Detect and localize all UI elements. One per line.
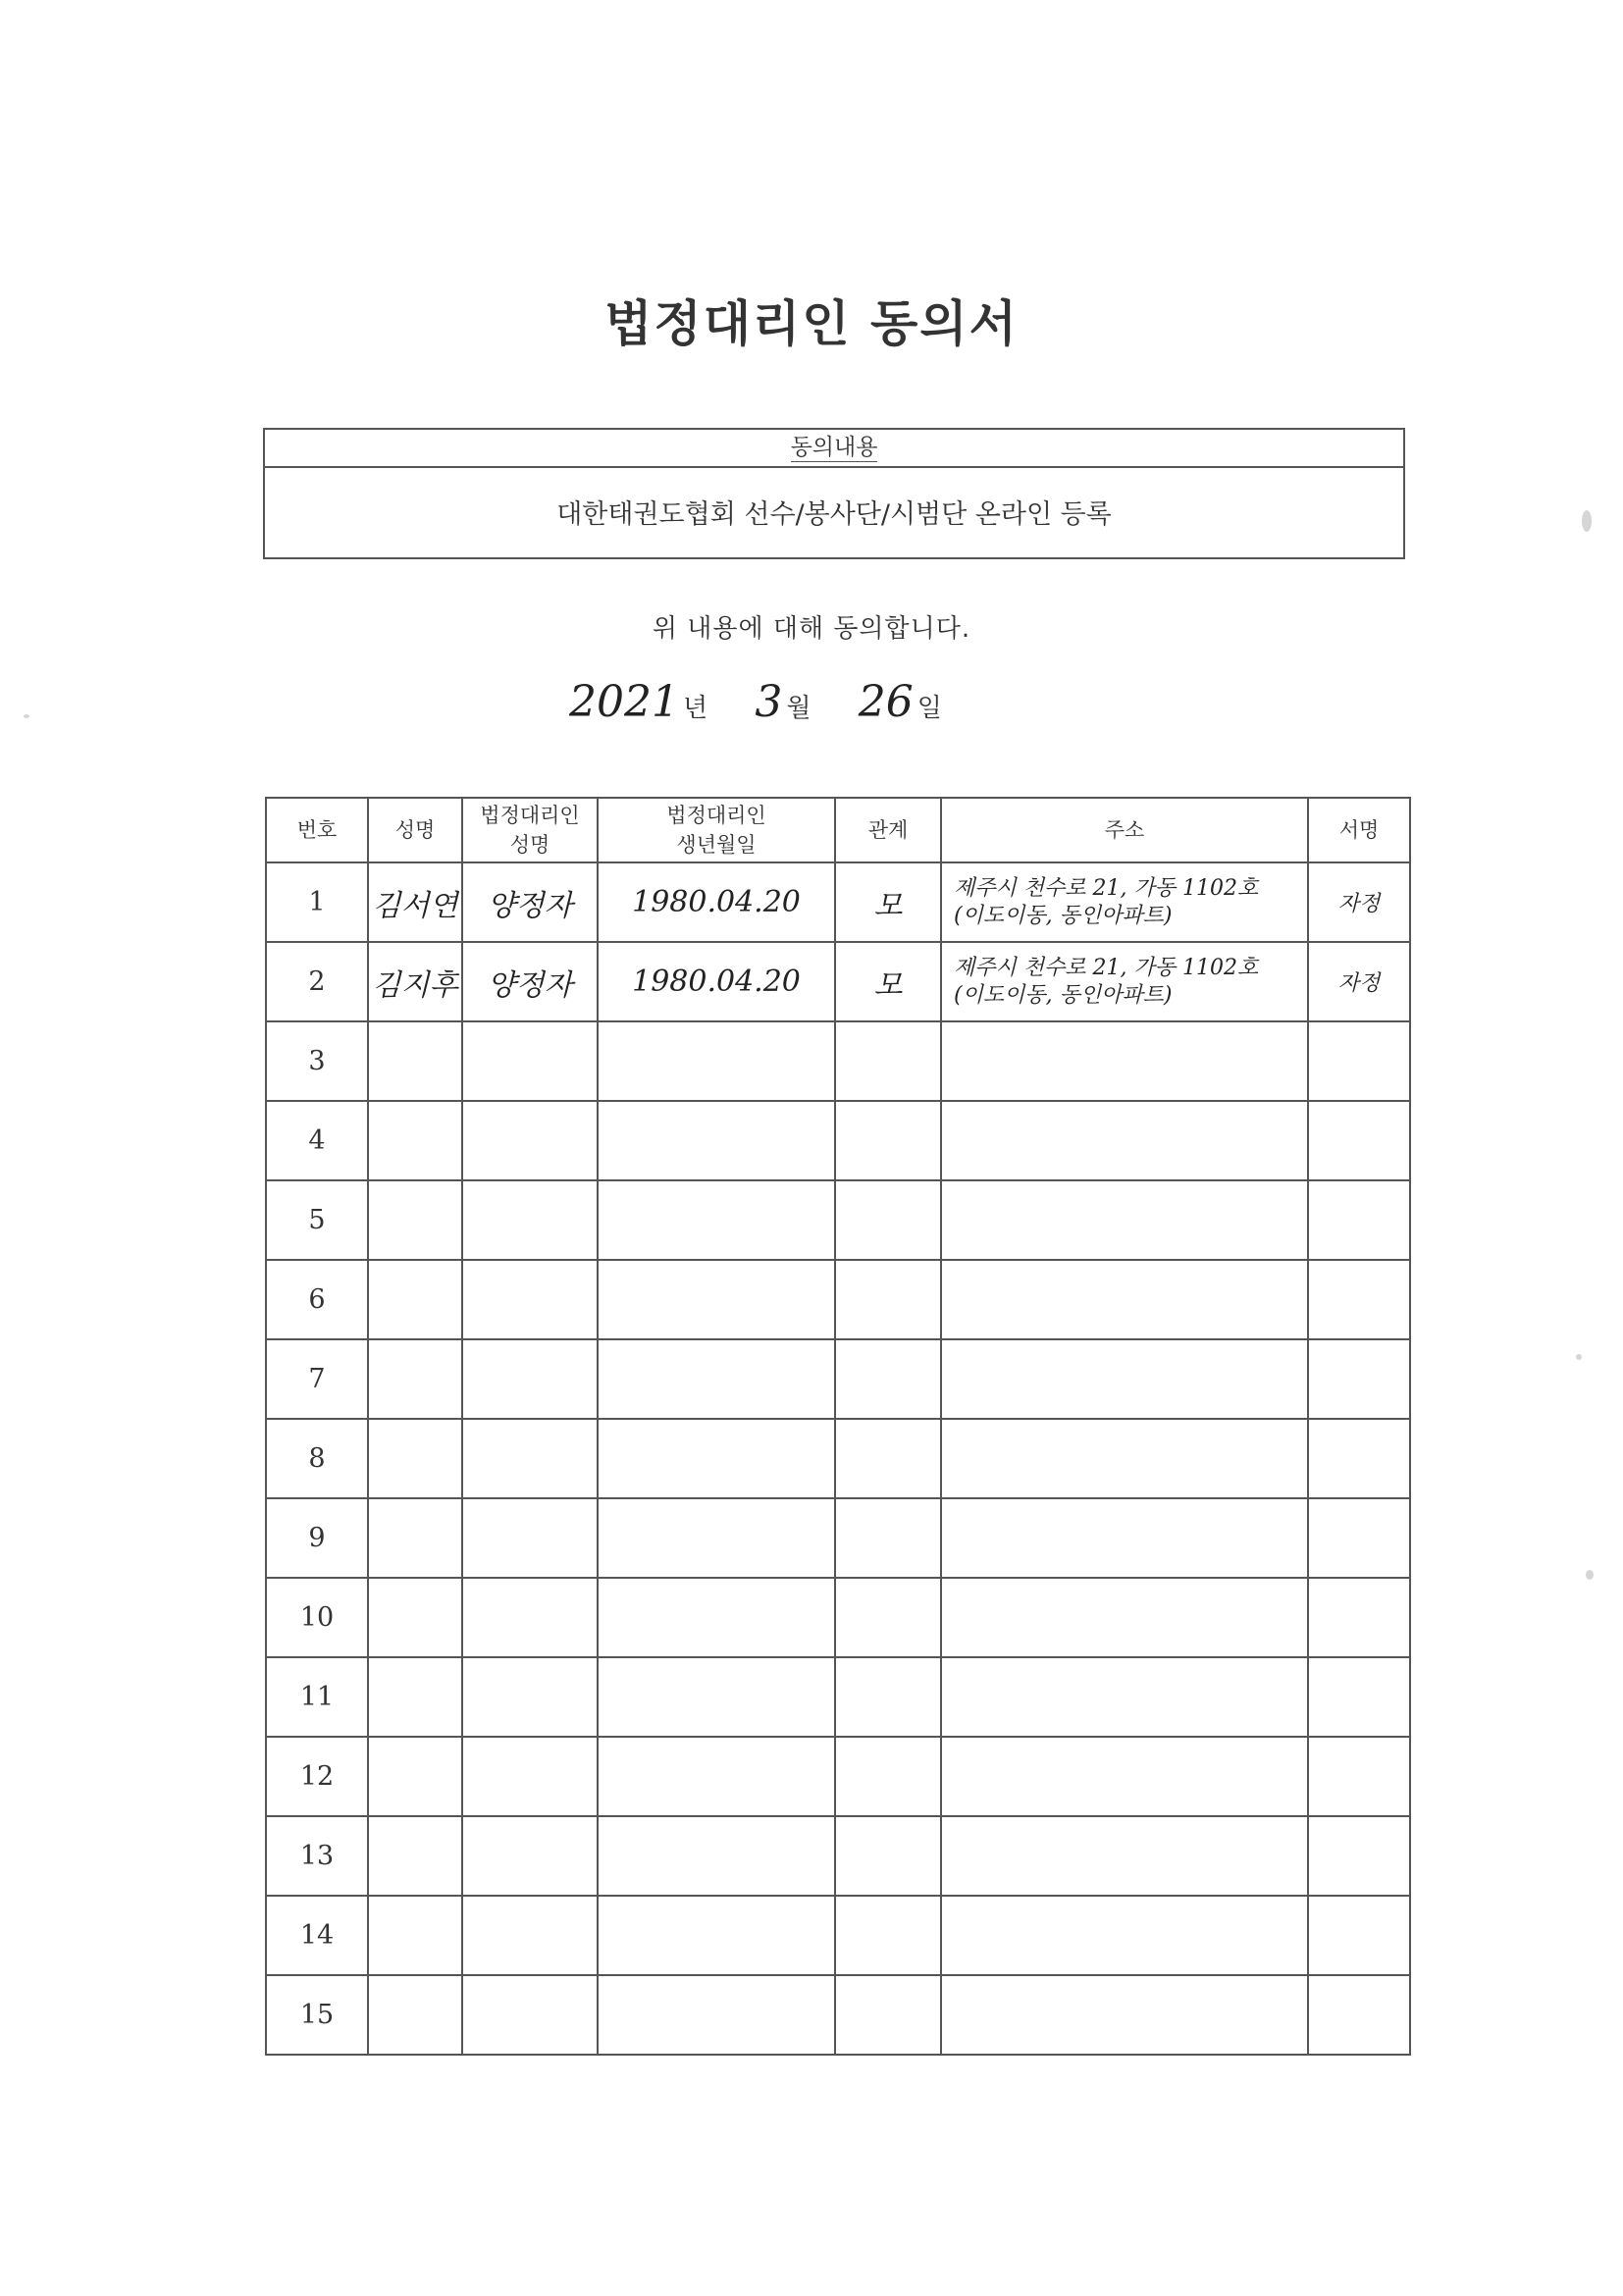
registration-table xyxy=(265,797,1411,2056)
cell-address xyxy=(941,1896,1308,1975)
cell-guardian-birth xyxy=(598,1498,835,1578)
cell-relation xyxy=(835,1260,941,1339)
signature: 자정 xyxy=(1337,971,1381,996)
cell-name xyxy=(368,1578,462,1657)
cell-signature xyxy=(1308,942,1410,1021)
cell-name xyxy=(368,1339,462,1419)
cell-guardian-birth xyxy=(598,942,835,1021)
cell-guardian-name xyxy=(462,1737,598,1816)
cell-relation xyxy=(835,1657,941,1737)
guardian-name: 양정자 xyxy=(487,967,573,1003)
date-year-label: 년 xyxy=(682,694,708,723)
cell-guardian-name xyxy=(462,1339,598,1419)
table-row xyxy=(266,1339,1410,1419)
cell-guardian-name xyxy=(462,1498,598,1578)
cell-name xyxy=(368,1101,462,1180)
cell-address xyxy=(941,862,1308,942)
date-day: 26 xyxy=(858,677,914,727)
table-row xyxy=(266,862,1410,942)
cell-relation xyxy=(835,942,941,1021)
address-line-2: (이도이동, 동인아파트) xyxy=(954,982,1173,1008)
address-line-2: (이도이동, 동인아파트) xyxy=(954,903,1173,928)
cell-signature xyxy=(1308,1737,1410,1816)
cell-guardian-name xyxy=(462,1180,598,1260)
table-row xyxy=(266,1975,1410,2055)
table-header-row xyxy=(266,798,1410,862)
cell-relation xyxy=(835,1180,941,1260)
cell-guardian-birth xyxy=(598,1419,835,1498)
cell-relation xyxy=(835,1737,941,1816)
cell-guardian-birth xyxy=(598,1180,835,1260)
cell-guardian-name xyxy=(462,1657,598,1737)
row-number: 10 xyxy=(266,1578,368,1657)
header-guardian-birth xyxy=(598,798,835,862)
cell-relation xyxy=(835,1578,941,1657)
header-signature: 서명 xyxy=(1308,798,1410,862)
header-guardian-birth-line1: 법정대리인 xyxy=(666,804,766,827)
cell-name xyxy=(368,1896,462,1975)
cell-guardian-birth xyxy=(598,1896,835,1975)
header-address: 주소 xyxy=(941,798,1308,862)
cell-relation xyxy=(835,1339,941,1419)
address-line-1: 제주시 천수로 21, 가동 1102호 xyxy=(954,955,1259,980)
cell-address xyxy=(941,1657,1308,1737)
cell-signature xyxy=(1308,1339,1410,1419)
date-month-label: 월 xyxy=(786,694,812,723)
table-row xyxy=(266,1578,1410,1657)
cell-name xyxy=(368,1260,462,1339)
cell-address xyxy=(941,1101,1308,1180)
cell-signature xyxy=(1308,862,1410,942)
date-line xyxy=(569,677,1079,736)
cell-guardian-birth xyxy=(598,1339,835,1419)
table-row xyxy=(266,1498,1410,1578)
cell-name xyxy=(368,942,462,1021)
cell-address xyxy=(941,1975,1308,2055)
cell-relation xyxy=(835,1101,941,1180)
date-year: 2021 xyxy=(569,677,679,727)
cell-relation xyxy=(835,1816,941,1896)
header-guardian-birth-line2: 생년월일 xyxy=(676,833,757,857)
header-relation: 관계 xyxy=(835,798,941,862)
table-row xyxy=(266,942,1410,1021)
row-number: 2 xyxy=(266,942,368,1021)
header-guardian-name-line1: 법정대리인 xyxy=(480,804,580,827)
header-guardian-name-line2: 성명 xyxy=(509,833,550,857)
cell-address xyxy=(941,1498,1308,1578)
date-month: 3 xyxy=(755,677,783,727)
cell-guardian-birth xyxy=(598,1975,835,2055)
table-row xyxy=(266,1180,1410,1260)
cell-relation xyxy=(835,1975,941,2055)
cell-guardian-name xyxy=(462,942,598,1021)
cell-guardian-birth xyxy=(598,1737,835,1816)
cell-guardian-birth xyxy=(598,1260,835,1339)
cell-relation xyxy=(835,862,941,942)
cell-guardian-name xyxy=(462,1896,598,1975)
consent-header xyxy=(265,430,1403,468)
cell-address xyxy=(941,942,1308,1021)
cell-name xyxy=(368,1657,462,1737)
cell-signature xyxy=(1308,1419,1410,1498)
consent-content: 대한태권도협회 선수/봉사단/시범단 온라인 등록 xyxy=(556,499,1112,530)
cell-signature xyxy=(1308,1816,1410,1896)
cell-guardian-name xyxy=(462,1021,598,1101)
table-row xyxy=(266,1896,1410,1975)
cell-signature xyxy=(1308,1101,1410,1180)
cell-name xyxy=(368,1180,462,1260)
cell-address xyxy=(941,1816,1308,1896)
cell-signature xyxy=(1308,1260,1410,1339)
cell-name xyxy=(368,1498,462,1578)
cell-signature xyxy=(1308,1498,1410,1578)
cell-guardian-birth xyxy=(598,862,835,942)
row-number: 3 xyxy=(266,1021,368,1101)
header-guardian-name xyxy=(462,798,598,862)
cell-address xyxy=(941,1339,1308,1419)
row-number: 8 xyxy=(266,1419,368,1498)
cell-name xyxy=(368,1419,462,1498)
table-row xyxy=(266,1657,1410,1737)
cell-guardian-name xyxy=(462,862,598,942)
row-number: 5 xyxy=(266,1180,368,1260)
student-name: 김서연 xyxy=(372,888,458,923)
relation: 모 xyxy=(873,888,903,923)
row-number: 7 xyxy=(266,1339,368,1419)
consent-header-label: 동의내용 xyxy=(790,435,878,460)
cell-guardian-name xyxy=(462,1260,598,1339)
cell-relation xyxy=(835,1896,941,1975)
cell-guardian-name xyxy=(462,1816,598,1896)
cell-guardian-birth xyxy=(598,1578,835,1657)
cell-relation xyxy=(835,1498,941,1578)
cell-guardian-name xyxy=(462,1101,598,1180)
student-name: 김지후 xyxy=(372,967,458,1003)
cell-guardian-birth xyxy=(598,1021,835,1101)
cell-signature xyxy=(1308,1975,1410,2055)
guardian-birth: 1980.04.20 xyxy=(632,885,801,919)
table-row xyxy=(266,1101,1410,1180)
cell-name xyxy=(368,1816,462,1896)
scan-speck xyxy=(1582,510,1592,532)
scan-speck xyxy=(1586,1570,1594,1580)
row-number: 12 xyxy=(266,1737,368,1816)
row-number: 6 xyxy=(266,1260,368,1339)
cell-address xyxy=(941,1737,1308,1816)
cell-address xyxy=(941,1419,1308,1498)
row-number: 1 xyxy=(266,862,368,942)
cell-guardian-name xyxy=(462,1975,598,2055)
cell-signature xyxy=(1308,1180,1410,1260)
signature: 자정 xyxy=(1337,892,1381,916)
agree-statement: 위 내용에 대해 동의합니다. xyxy=(652,614,971,644)
table-row xyxy=(266,1737,1410,1816)
cell-name xyxy=(368,862,462,942)
cell-guardian-name xyxy=(462,1578,598,1657)
cell-signature xyxy=(1308,1021,1410,1101)
table-row xyxy=(266,1419,1410,1498)
table-row xyxy=(266,1021,1410,1101)
cell-relation xyxy=(835,1419,941,1498)
date-day-label: 일 xyxy=(916,694,942,723)
cell-guardian-birth xyxy=(598,1657,835,1737)
address-line-1: 제주시 천수로 21, 가동 1102호 xyxy=(954,875,1259,901)
row-number: 13 xyxy=(266,1816,368,1896)
row-number: 9 xyxy=(266,1498,368,1578)
table-row xyxy=(266,1260,1410,1339)
cell-address xyxy=(941,1578,1308,1657)
cell-signature xyxy=(1308,1896,1410,1975)
cell-address xyxy=(941,1021,1308,1101)
consent-box xyxy=(263,428,1405,559)
cell-guardian-name xyxy=(462,1419,598,1498)
cell-relation xyxy=(835,1021,941,1101)
cell-signature xyxy=(1308,1578,1410,1657)
header-no: 번호 xyxy=(266,798,368,862)
cell-guardian-birth xyxy=(598,1816,835,1896)
row-number: 4 xyxy=(266,1101,368,1180)
table-row xyxy=(266,1816,1410,1896)
cell-address xyxy=(941,1260,1308,1339)
scan-speck xyxy=(1576,1354,1582,1360)
cell-name xyxy=(368,1021,462,1101)
page-title: 법정대리인 동의서 xyxy=(604,294,1019,352)
header-name: 성명 xyxy=(368,798,462,862)
row-number: 11 xyxy=(266,1657,368,1737)
relation: 모 xyxy=(873,967,903,1003)
guardian-name: 양정자 xyxy=(487,888,573,923)
row-number: 15 xyxy=(266,1975,368,2055)
cell-guardian-birth xyxy=(598,1101,835,1180)
cell-name xyxy=(368,1975,462,2055)
guardian-birth: 1980.04.20 xyxy=(632,965,801,999)
cell-address xyxy=(941,1180,1308,1260)
row-number: 14 xyxy=(266,1896,368,1975)
scan-speck xyxy=(24,714,29,718)
cell-name xyxy=(368,1737,462,1816)
cell-signature xyxy=(1308,1657,1410,1737)
